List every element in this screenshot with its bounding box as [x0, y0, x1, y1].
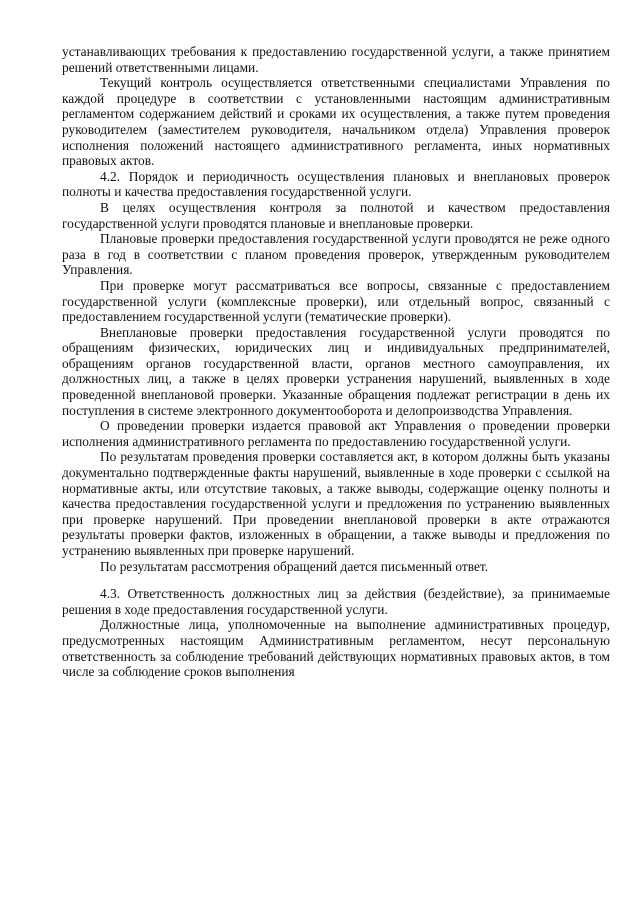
document-body — [62, 44, 610, 680]
paragraph-11: 4.3. Ответственность должностных лиц за действия (бездействие), за принимаемые решения в ходе предоставления государственной услуги. — [62, 586, 610, 617]
paragraph-4: В целях осуществления контроля за полнотой и качеством предоставления государственной услуги проводятся плановые и внеплановые проверки. — [62, 199, 610, 231]
paragraph-12: Должностные лица, уполномоченные на выполнение административных процедур, предусмотренных настоящим Административным регламентом, несут персональную ответственность за соблюдение требований действующих нормативных правовых актов, в том числе за соблюдение сроков выполнения — [62, 617, 610, 680]
paragraph-5: Плановые проверки предоставления государственной услуги проводятся не реже одного раза в год в соответствии с планом проведения проверок, утвержденным руководителем Управления. — [62, 231, 610, 278]
paragraph-1: устанавливающих требования к предоставлению государственной услуги, а также принятием решений ответственными лицами. — [62, 44, 610, 75]
paragraph-2: Текущий контроль осуществляется ответственными специалистами Управления по каждой процедуре в соответствии с установленными настоящим административным регламентом содержанием действий и сроками их осуществления, а также путем проведения руководителем (заместителем руководителя, начальником отдела) Управления проверок исполнения положений настоящего административного регламента, иных нормативных правовых актов. — [62, 75, 610, 169]
paragraph-3: 4.2. Порядок и периодичность осуществления плановых и внеплановых проверок полноты и качества предоставления государственной услуги. — [62, 168, 610, 200]
paragraph-9: По результатам проведения проверки составляется акт, в котором должны быть указаны документально подтвержденные факты нарушений, выявленные в ходе проверки с ссылкой на нормативные акты, или отсутствие таковых, а также выводы, содержащие оценку полноты и качества предоставления государственной услуги и предложения по устранению выявленных при проверке нарушений. При проведении внеплановой проверки в акте отражаются результаты проверки фактов, изложенных в обращении, а также выводы и предложения по устранению выявленных при проверке нарушений. — [62, 449, 610, 558]
paragraph-7: Внеплановые проверки предоставления государственной услуги проводятся по обращениям физических, юридических лиц и индивидуальных предпринимателей, обращениям органов государственной власти, органов местного самоуправления, их должностных лиц, а также в целях проверки устранения нарушений, выявленных в ходе проведенной внеплановой проверки. Указанные обращения подлежат регистрации в день их поступления в системе электронного документооборота и делопроизводства Управления. — [62, 324, 610, 418]
paragraph-6: При проверке могут рассматриваться все вопросы, связанные с предоставлением государственной услуги (комплексные проверки), или отдельный вопрос, связанный с предоставлением государственной услуги (тематические проверки). — [62, 277, 610, 325]
paragraph-8: О проведении проверки издается правовой акт Управления о проведении проверки исполнения административного регламента по предоставлению государственной услуги. — [62, 418, 610, 449]
paragraph-10: По результатам рассмотрения обращений дается письменный ответ. — [100, 558, 489, 574]
